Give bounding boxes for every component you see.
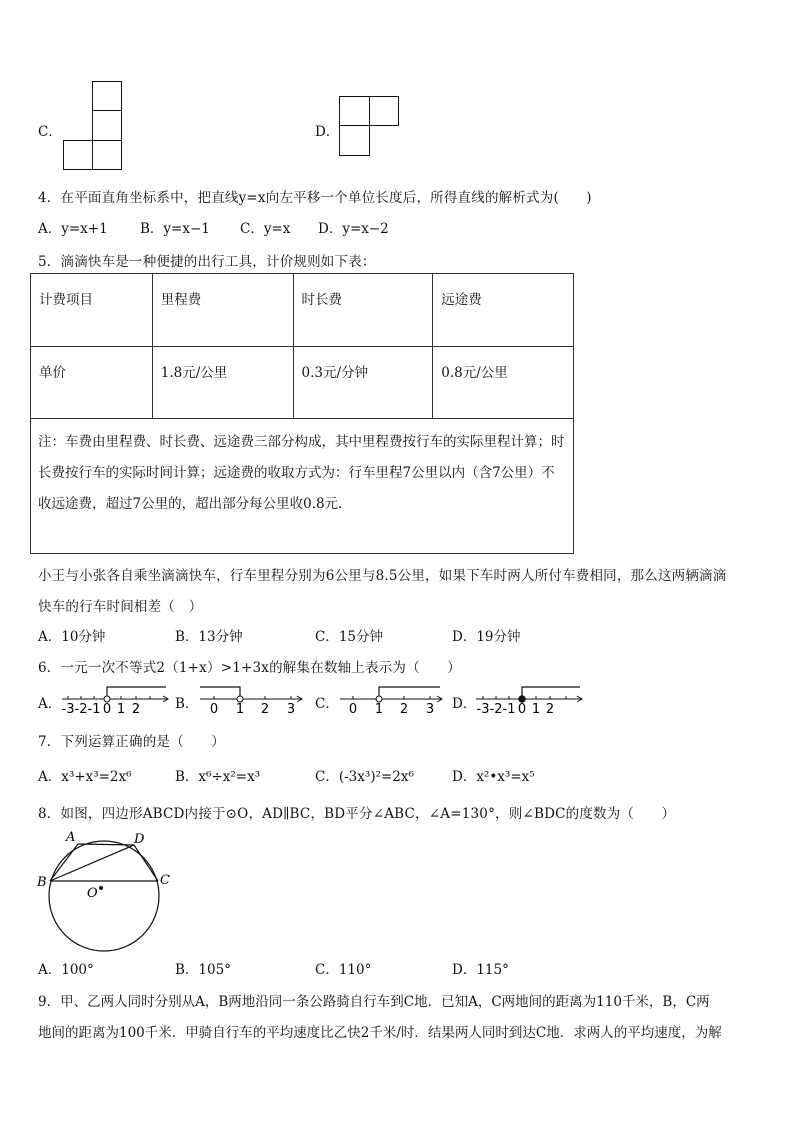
q3-option-c-label: C． xyxy=(38,124,62,140)
tick-label: 3 xyxy=(286,702,296,716)
fee-row-label: 单价 xyxy=(31,347,153,419)
point-label-c: C xyxy=(160,873,170,888)
q6-option-a-label: A． xyxy=(38,696,62,712)
q6-option-b-label: B． xyxy=(175,696,199,712)
tick-label: -2 xyxy=(489,702,503,716)
point-label-a: A xyxy=(66,830,76,845)
q4-option-c: C．y=x xyxy=(240,221,291,237)
fee-header-longdistance: 远途费 xyxy=(433,274,574,347)
tick-label: 3 xyxy=(425,702,435,716)
point-label-b: B xyxy=(37,875,47,890)
q7-option-b: B．x⁶÷x²=x³ xyxy=(175,769,261,785)
q5-option-a: A．10分钟 xyxy=(38,629,106,645)
tick-label: -1 xyxy=(87,702,101,716)
tick-label: 0 xyxy=(348,702,358,716)
tick-label: -3 xyxy=(61,702,75,716)
fee-mileage-price: 1.8元/公里 xyxy=(152,347,293,419)
tick-label: -1 xyxy=(502,702,516,716)
q6-option-c-label: C． xyxy=(315,696,339,712)
q5-option-c: C．15分钟 xyxy=(315,629,384,645)
fee-header-item: 计费项目 xyxy=(31,274,153,347)
tick-label: 0 xyxy=(209,702,219,716)
q6-stem: 6．一元一次不等式2（1+x）>1+3x的解集在数轴上表示为（ ） xyxy=(38,660,461,676)
q5-stem: 5．滴滴快车是一种便捷的出行工具，计价规则如下表： xyxy=(38,254,376,270)
q8-circle-figure xyxy=(34,826,174,960)
q4-option-d: D．y=x−2 xyxy=(318,221,389,237)
fee-longdistance-price: 0.8元/公里 xyxy=(433,347,574,419)
q5-body-line1: 小王与小张各自乘坐滴滴快车，行车里程分别为6公里与8.5公里，如果下车时两人所付车费相同，那么这两辆滴滴 xyxy=(38,568,727,584)
fee-table xyxy=(30,273,574,554)
tick-label: 2 xyxy=(399,702,409,716)
tick-label: -2 xyxy=(74,702,88,716)
q4-option-a: A．y=x+1 xyxy=(38,221,108,237)
segment-dc xyxy=(134,845,158,881)
q7-stem: 7．下列运算正确的是（ ） xyxy=(38,734,225,750)
q9-line1: 9．甲、乙两人同时分别从A，B两地沿同一条公路骑自行车到C地．已知A，C两地间的距离为110千米，B，C两 xyxy=(38,994,710,1010)
q9-line2: 地间的距离为100千米．甲骑自行车的平均速度比乙快2千米/时．结果两人同时到达C地．求两人的平均速度，为解 xyxy=(38,1025,722,1041)
q5-option-d: D．19分钟 xyxy=(452,629,521,645)
point-label-o: O xyxy=(87,886,98,901)
q7-option-c: C．(-3x³)²=2x⁶ xyxy=(315,769,414,785)
q7-option-a: A．x³+x³=2x⁶ xyxy=(38,769,132,785)
center-point xyxy=(99,886,103,890)
tick-label: 0 xyxy=(102,702,112,716)
q7-option-d: D．x²•x³=x⁵ xyxy=(452,769,535,785)
tick-label: 2 xyxy=(260,702,270,716)
q8-option-c: C．110° xyxy=(315,962,372,978)
q4-stem: 4．在平面直角坐标系中，把直线y=x向左平移一个单位长度后，所得直线的解析式为( ) xyxy=(38,190,592,206)
tick-label: 1 xyxy=(235,702,245,716)
tick-label: -3 xyxy=(476,702,490,716)
fee-header-duration: 时长费 xyxy=(293,274,433,347)
tick-label: 2 xyxy=(545,702,555,716)
q4-option-b: B．y=x−1 xyxy=(140,221,210,237)
q5-option-b: B．13分钟 xyxy=(175,629,243,645)
q8-stem: 8．如图，四边形ABCD内接于⊙O，AD∥BC，BD平分∠ABC，∠A=130°，则∠BDC的度数为（ ） xyxy=(38,806,676,822)
q6-numberline-b xyxy=(198,684,308,716)
fee-note: 注：车费由里程费、时长费、远途费三部分构成，其中里程费按行车的实际里程计算；时长费按行车的实际时间计算；远途费的收取方式为：行车里程7公里以内（含7公里）不收远途费，超过7公里的，超出部分每公里收0.8元. xyxy=(31,419,574,554)
q8-option-b: B．105° xyxy=(175,962,231,978)
q8-option-d: D．115° xyxy=(452,962,509,978)
segment-bd xyxy=(50,845,134,881)
fee-duration-price: 0.3元/分钟 xyxy=(293,347,433,419)
point-label-d: D xyxy=(134,832,145,847)
q6-numberline-a xyxy=(60,684,172,716)
q3-option-d-label: D． xyxy=(315,124,340,140)
tick-label: 1 xyxy=(374,702,384,716)
tick-label: 0 xyxy=(517,702,527,716)
fee-header-mileage: 里程费 xyxy=(152,274,293,347)
tick-label: 1 xyxy=(531,702,541,716)
q5-body-line2: 快车的行车时间相差（ ） xyxy=(38,599,203,615)
tick-label: 2 xyxy=(131,702,141,716)
q6-option-d-label: D． xyxy=(452,696,477,712)
q8-option-a: A．100° xyxy=(38,962,94,978)
tick-label: 1 xyxy=(116,702,126,716)
segment-ad xyxy=(78,844,134,845)
q6-numberline-c xyxy=(338,684,448,716)
q6-numberline-d xyxy=(474,684,586,716)
